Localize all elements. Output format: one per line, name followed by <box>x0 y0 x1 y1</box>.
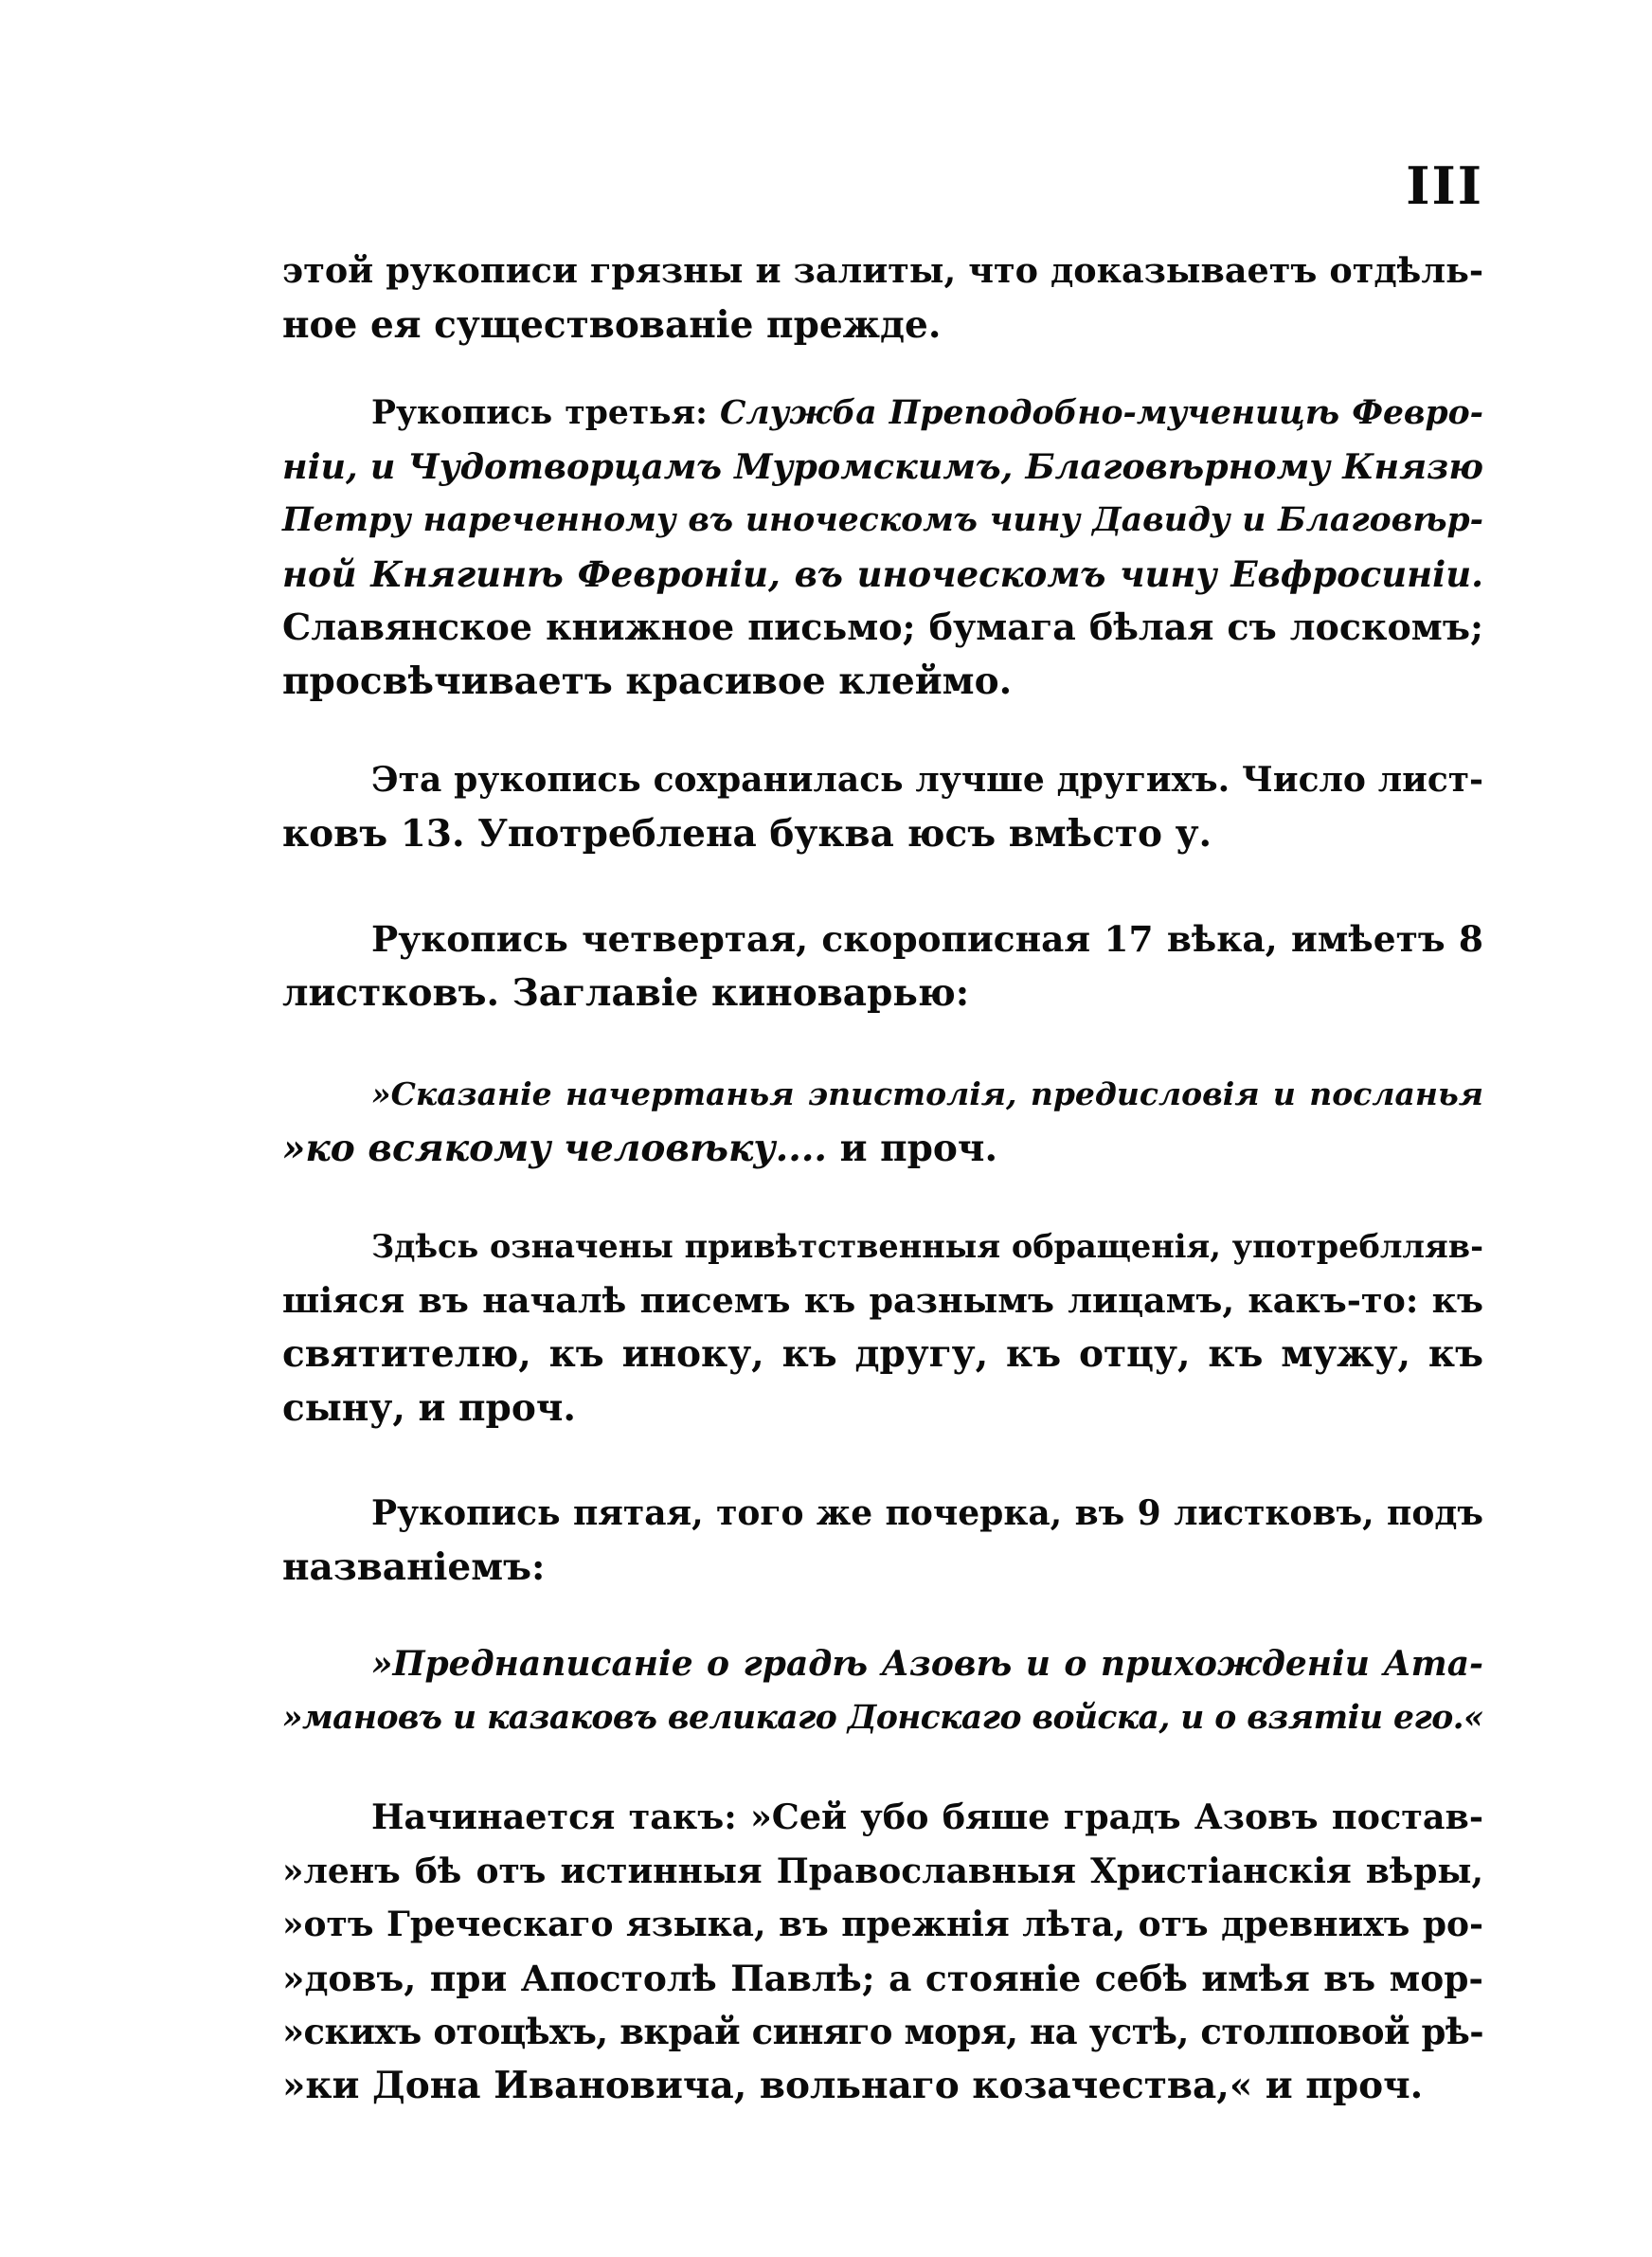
quotation-2 <box>282 1637 1483 1744</box>
paragraph-line: Здѣсь означены привѣтственныя обращенія, употреблляв- <box>371 1228 1483 1265</box>
paragraph-7 <box>282 1791 1483 2112</box>
paragraph-3 <box>282 753 1483 860</box>
paragraph-line: просвѣчиваетъ красивое клеймо. <box>282 659 1013 703</box>
paragraph-line: ное ея существованіе прежде. <box>282 302 942 347</box>
paragraph-line: »ки Дона Ивановича, вольнаго козачества,« и проч. <box>282 2063 1424 2107</box>
paragraph-line: листковъ. Заглавіе киноварью: <box>282 970 970 1015</box>
paragraph-line: »отъ Греческаго языка, въ прежнія лѣта, отъ древнихъ ро- <box>282 1905 1483 1944</box>
paragraph-line: ковъ 13. Употреблена буква юсъ вмѣсто у. <box>282 811 1212 856</box>
quotation-line: »мановъ и казаковъ великаго Донскаго войска, и о взятіи его.« <box>282 1698 1483 1737</box>
quotation-line: »Сказаніе начертанья эпистолія, предисловія и посланья <box>371 1075 1483 1112</box>
paragraph-2 <box>282 387 1483 708</box>
quotation-text: »ко всякому человѣку.... <box>282 1126 840 1170</box>
paragraph-line: Эта рукопись сохранилась лучше другихъ. Число лист- <box>371 760 1483 800</box>
paragraph-line: »ленъ бѣ отъ истинныя Православныя Христіанскія вѣры, <box>282 1851 1483 1891</box>
paragraph-5 <box>282 1220 1483 1435</box>
paragraph-6 <box>282 1487 1483 1594</box>
paragraph-1 <box>282 244 1483 352</box>
paragraph-line: этой рукописи грязны и залиты, что доказываетъ отдѣль- <box>282 250 1483 291</box>
manuscript-title: Петру нареченному въ иноческомъ чину Давиду и Благовѣр- <box>282 501 1483 539</box>
manuscript-title: ной Княгинѣ Февроніи, въ иноческомъ чину Евфросиніи. <box>282 552 1483 595</box>
quotation-tail: и проч. <box>839 1126 998 1170</box>
paragraph-line: Рукопись четвертая, скорописная 17 вѣка, имѣетъ 8 <box>371 918 1483 960</box>
paragraph-line: »скихъ отоцѣхъ, вкрай синяго моря, на устѣ, столповой рѣ- <box>282 2011 1483 2052</box>
paragraph-line: названіемъ: <box>282 1544 546 1589</box>
paragraph-4 <box>282 912 1483 1020</box>
quotation-line <box>282 1122 1483 1176</box>
manuscript-title: ніи, и Чудотворцамъ Муромскимъ, Благовѣрному Князю <box>282 445 1483 487</box>
quotation-line: »Преднаписаніе о градѣ Азовѣ и о прихожденіи Ата- <box>371 1644 1483 1684</box>
paragraph-line: святителю, къ иноку, къ другу, къ отцу, къ мужу, къ <box>282 1332 1483 1376</box>
paragraph-line: шіяся въ началѣ писемъ къ разнымъ лицамъ, какъ-то: къ <box>282 1279 1483 1321</box>
paragraph-lead: Рукопись третья: <box>371 394 720 432</box>
paragraph-line: Рукопись пятая, того же почерка, въ 9 листковъ, подъ <box>371 1493 1483 1533</box>
quotation-1 <box>282 1068 1483 1175</box>
paragraph-line: Славянское книжное письмо; бумага бѣлая съ лоскомъ; <box>282 605 1483 648</box>
paragraph-line <box>282 387 1483 441</box>
manuscript-title: Служба Преподобно-мученицѣ Февро- <box>719 394 1483 432</box>
paragraph-line: »довъ, при Апостолѣ Павлѣ; а стояніе себѣ имѣя въ мор- <box>282 1957 1483 1999</box>
paragraph-line: сыну, и проч. <box>282 1385 576 1430</box>
paragraph-line: Начинается такъ: »Сей убо бяше градъ Азовъ постав- <box>371 1797 1483 1837</box>
page-number: III <box>1406 155 1483 216</box>
